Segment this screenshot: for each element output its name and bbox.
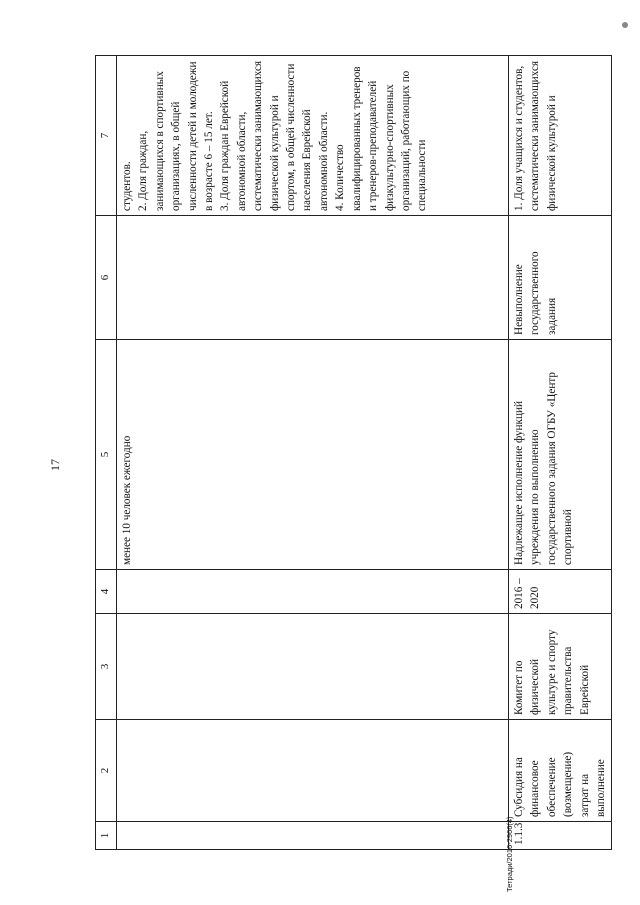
- measures-table: [95, 55, 612, 850]
- cell-number: [117, 822, 509, 850]
- cell-measure: [117, 720, 509, 822]
- header-col-2: 2: [96, 720, 117, 822]
- header-col-1: 1: [96, 822, 117, 850]
- cell-result: менее 10 человек ежегодно: [117, 340, 509, 570]
- cell-executor: Комитет по физической культуре и спорту правительства Еврейской: [509, 614, 612, 720]
- cell-consequence: [117, 216, 509, 340]
- cell-indicators: 1. Доля учащихся и студентов, систематически занимающихся физической культурой и: [509, 56, 612, 216]
- cell-result: Надлежащее исполнение функций учреждения по выполнению государственного задания ОГБУ «Центр спортивной: [509, 340, 612, 570]
- table-row-continuation: [117, 56, 509, 850]
- cell-period: 2016 – 2020: [509, 570, 612, 614]
- page-number: 17: [48, 459, 62, 471]
- header-col-6: 6: [96, 216, 117, 340]
- cell-executor: [117, 614, 509, 720]
- cell-indicators: студентов. 2. Доля граждан, занимающихся в спортивных организациях, в общей численности детей и молодежи в возрасте 6 – 15 лет. 3. Доля граждан Еврейской автономной области, систематически занимающихся физической культурой и спортом, в общей численности населения Еврейской автономной области. 4. Количество квалифицированных тренеров и тренеров-преподавателей физкультурно-спортивных организаций, работающих по специальности: [117, 56, 509, 216]
- header-col-7: 7: [96, 56, 117, 216]
- cell-consequence: Невыполнение государственного задания: [509, 216, 612, 340]
- cell-measure: Субсидия на финансовое обеспечение (возмещение) затрат на выполнение: [509, 720, 612, 822]
- header-col-3: 3: [96, 614, 117, 720]
- header-row: [96, 56, 117, 850]
- header-col-4: 4: [96, 570, 117, 614]
- table-row-1-1-3: [509, 56, 612, 850]
- header-col-5: 5: [96, 340, 117, 570]
- scan-speck: [622, 22, 628, 28]
- footer-code: Тетради/2016-2966(4): [505, 816, 514, 892]
- cell-period: [117, 570, 509, 614]
- cell-number: 1.1.3: [509, 822, 612, 850]
